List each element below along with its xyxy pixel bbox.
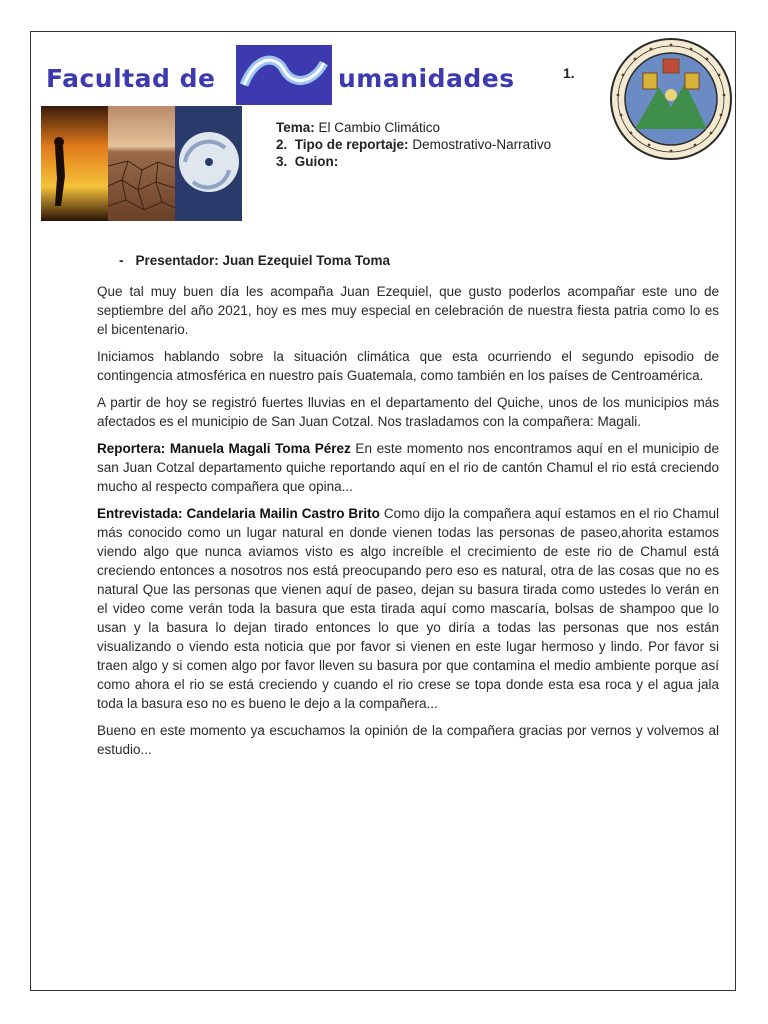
paragraph-text: A partir de hoy se registró fuertes lluvias en el departamento del Quiche, unos de los municipios más afectados es el municipio de San Juan Cotzal. Nos trasladamos con la compañera: Magali. <box>97 395 719 429</box>
university-seal <box>609 37 733 161</box>
topic-row <box>276 119 551 136</box>
script-row <box>276 153 551 170</box>
wildfire-photo <box>41 106 108 221</box>
paragraph <box>97 282 719 339</box>
paragraph-text: Bueno en este momento ya escuchamos la opinión de la compañera gracias por vernos y volvemos al estudio... <box>97 723 719 757</box>
topic-label: Tema: <box>276 120 315 135</box>
climate-photo-strip <box>41 106 242 221</box>
script-number: 3. <box>276 154 288 169</box>
script-label: Guion: <box>294 154 339 169</box>
paragraph <box>97 721 719 759</box>
report-type-row <box>276 136 551 153</box>
report-type-value: Demostrativo-Narrativo <box>412 137 552 152</box>
drought-photo <box>108 106 175 221</box>
faculty-logo <box>236 45 332 105</box>
section-number: 1. <box>563 65 575 81</box>
paragraph <box>97 439 719 496</box>
script-body <box>97 282 719 767</box>
faculty-title-left: Facultad de <box>46 64 216 93</box>
presenter-heading <box>119 253 390 268</box>
paragraph-text: Iniciamos hablando sobre la situación climática que esta ocurriendo el segundo episodio de contingencia atmosférica en nuestro país Guatemala, como también en los países de Centroamérica. <box>97 349 719 383</box>
speaker-name: Reportera: Manuela Magali Toma Pérez <box>97 441 351 456</box>
paragraph-text: Que tal muy buen día les acompaña Juan Ezequiel, que gusto poderlos acompañar este uno de septiembre del año 2021, hoy es mes muy especial en celebración de nuestra fiesta patria como lo es el bicentenario. <box>97 284 719 337</box>
topic-value: El Cambio Climático <box>318 120 441 135</box>
paragraph-text: En este momento nos encontramos aquí en el municipio de san Juan Cotzal departamento quiche reportando aquí en el rio de cantón Chamul el rio está creciendo mucho al respecto compañera que opina... <box>97 441 719 494</box>
report-type-label: Tipo de reportaje: <box>294 137 409 152</box>
hurricane-photo <box>175 106 242 221</box>
report-type-number: 2. <box>276 137 288 152</box>
paragraph-text: Como dijo la compañera aquí estamos en el rio Chamul más conocido como un lugar natural en donde vienen todas las personas de paseo,ahorita estamos viendo algo que nunca aviamos visto es algo increíble el crecimiento de este rio de Chamul está creciendo entonces a nosotros nos está preocupando pero eso es natural, otra de las cosas que no es natural Que las personas que vienen aquí de paseo, dejan su basura tirada como ustedes lo verán en el video come verán toda la basura que esta tirada aquí como mascaría, bolsas de shampoo que lo usan y la basura lo dejan tirado entonces lo que yo diría a todas las personas que nos están visualizando o viendo esta noticia que por favor si vienen en este lugar hermoso y lindo. Por favor si traen algo y si comen algo por favor lleven su basura por que contamina el medio ambiente porque así como ahora el rio se está creciendo y cuando el rio crese se topa donde esta esa roca y el agua jala toda la basura eso no es bueno le dejo a la compañera... <box>97 506 720 711</box>
speaker-name: Entrevistada: Candelaria Mailin Castro Brito <box>97 506 380 521</box>
report-meta <box>276 119 551 170</box>
presenter-label: Presentador: Juan Ezequiel Toma Toma <box>135 253 391 268</box>
paragraph <box>97 504 719 713</box>
faculty-title-right: umanidades <box>338 64 515 93</box>
presenter-dash: - <box>119 253 124 268</box>
paragraph <box>97 347 719 385</box>
paragraph <box>97 393 719 431</box>
